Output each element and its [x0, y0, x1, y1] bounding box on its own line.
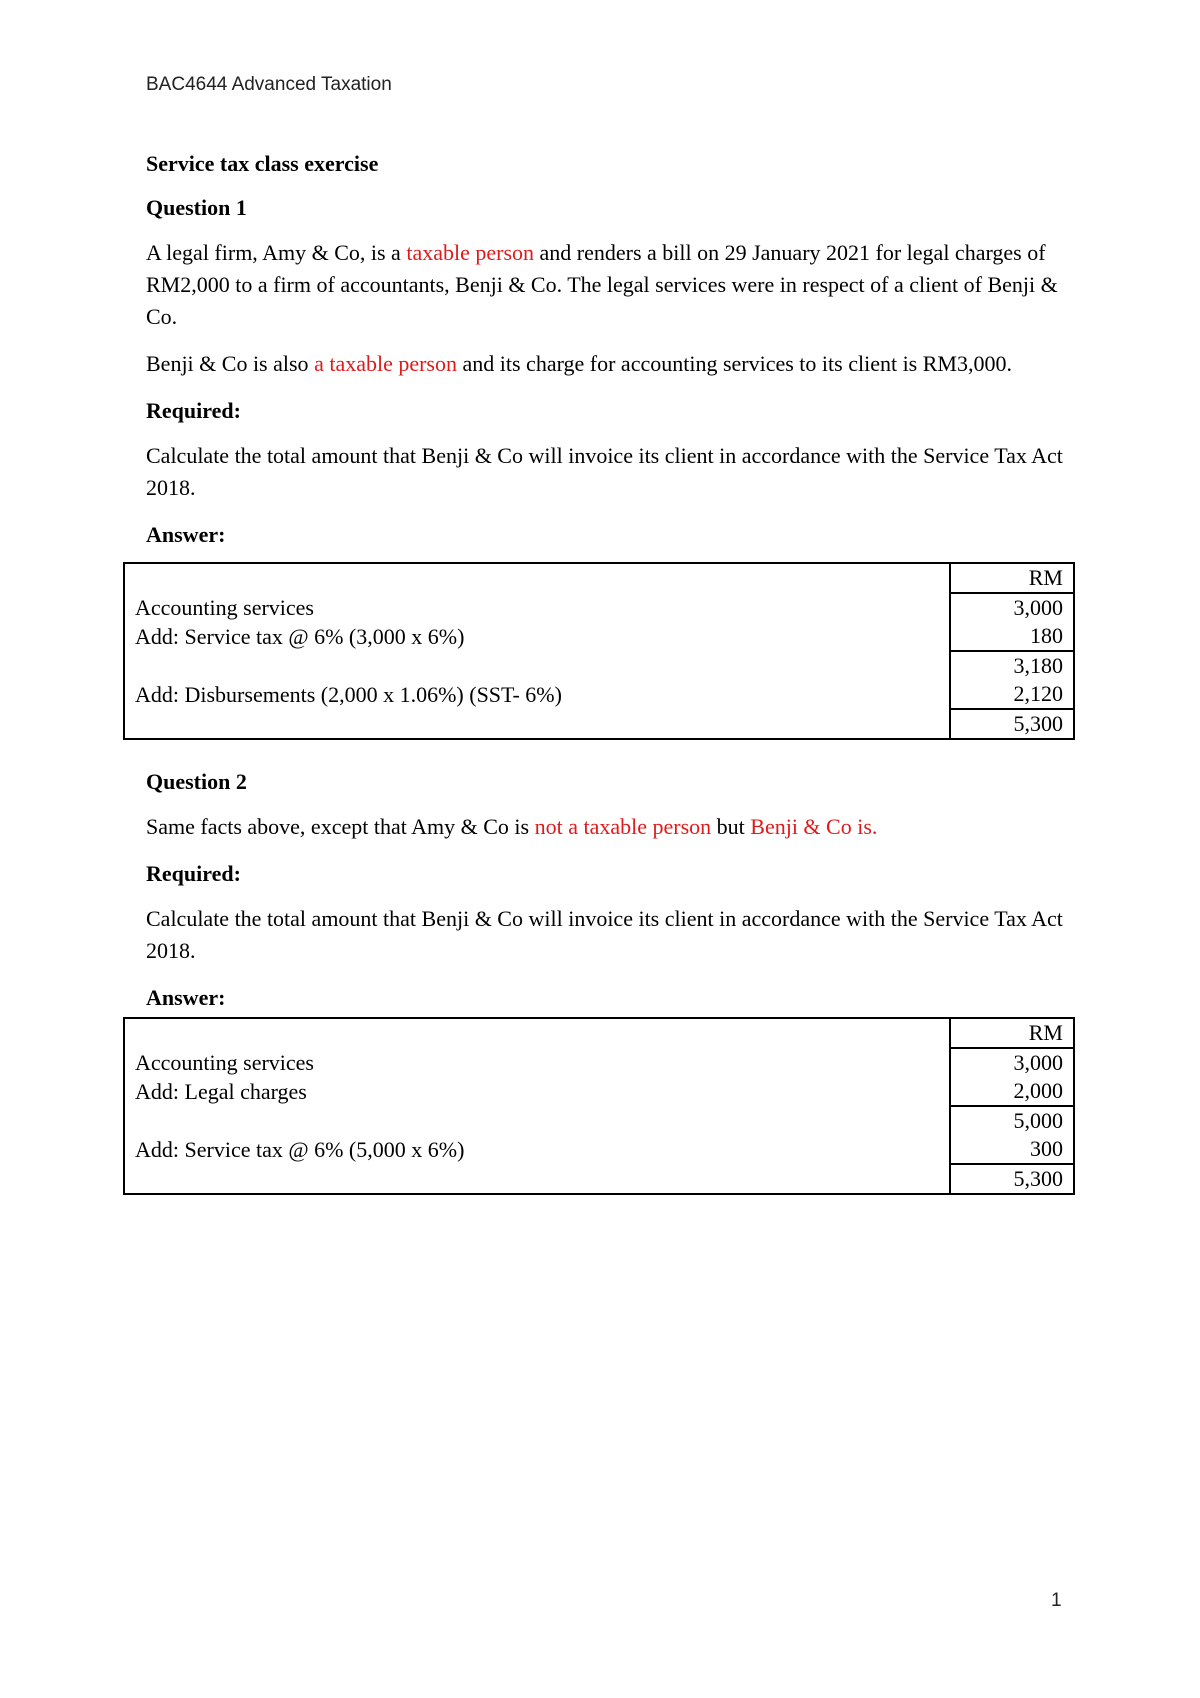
row-description: Accounting services: [124, 1048, 950, 1077]
row-amount: 3,000: [950, 1048, 1074, 1077]
table-row: [124, 680, 1074, 709]
answer-label: Answer:: [146, 985, 226, 1010]
row-amount: 2,000: [1013, 1078, 1063, 1103]
total-amount: 5,300: [950, 709, 1074, 739]
page-header: BAC4644 Advanced Taxation: [146, 74, 392, 95]
table-row: [124, 1164, 1074, 1194]
row-description: [124, 1106, 950, 1135]
subtotal-amount: 5,000: [950, 1106, 1074, 1135]
table-row: [124, 593, 1074, 622]
table-row: [124, 1018, 1074, 1048]
table-row: [124, 563, 1074, 593]
row-description: [124, 709, 950, 739]
question-2-paragraph-1: [146, 811, 1076, 843]
required-label: Required:: [146, 398, 241, 423]
total-amount: 5,300: [950, 1164, 1074, 1194]
question-2-heading: Question 2: [146, 769, 247, 794]
table-row: [124, 1077, 1074, 1106]
text-run: and renders a bill on 29 January 2021 for legal charges of RM2,000 to a firm of accountants, Benji & Co. The legal services were in respect of a client of Benji & Co.: [146, 240, 1058, 329]
row-description: Add: Service tax @ 6% (3,000 x 6%): [124, 622, 950, 651]
row-amount: 2,120: [1013, 681, 1063, 706]
table-cell: [124, 563, 950, 593]
required-text: Calculate the total amount that Benji & Co will invoice its client in accordance with the Service Tax Act 2018.: [146, 443, 1063, 500]
table-row: [124, 1135, 1074, 1164]
required-label: Required:: [146, 861, 241, 886]
text-run: A legal firm, Amy & Co, is a: [146, 240, 407, 265]
highlight-text: not a taxable person: [534, 814, 712, 839]
table-row: [124, 709, 1074, 739]
answer-2-table: [123, 1017, 1075, 1195]
answer-label: Answer:: [146, 522, 226, 547]
question-1-paragraph-1: [146, 237, 1076, 333]
row-description: Add: Legal charges: [124, 1077, 950, 1106]
required-text: Calculate the total amount that Benji & Co will invoice its client in accordance with the Service Tax Act 2018.: [146, 906, 1063, 963]
highlight-text: taxable person: [406, 240, 534, 265]
text-run: but: [711, 814, 751, 839]
highlight-text: Benji & Co is.: [750, 814, 878, 839]
currency-header: RM: [1028, 565, 1063, 590]
row-description: Add: Service tax @ 6% (5,000 x 6%): [124, 1135, 950, 1164]
row-description: [124, 1164, 950, 1194]
answer-1-table: [123, 562, 1075, 740]
text-run: and its charge for accounting services to its client is RM3,000.: [457, 351, 1012, 376]
table-row: [124, 1048, 1074, 1077]
row-description: Add: Disbursements (2,000 x 1.06%) (SST- 6%): [124, 680, 950, 709]
currency-header: RM: [1028, 1020, 1063, 1045]
text-run: Same facts above, except that Amy & Co is: [146, 814, 535, 839]
row-amount: 300: [1030, 1136, 1063, 1161]
exercise-title: Service tax class exercise: [146, 151, 379, 176]
table-row: [124, 622, 1074, 651]
question-1-paragraph-2: [146, 348, 1076, 380]
row-description: [124, 651, 950, 680]
text-run: Benji & Co is also: [146, 351, 315, 376]
table-row: [124, 1106, 1074, 1135]
row-description: Accounting services: [124, 593, 950, 622]
document-body: [146, 148, 1076, 551]
page-number: 1: [1051, 1590, 1062, 1611]
row-amount: 3,000: [950, 593, 1074, 622]
question-2-section: [146, 766, 1076, 1014]
table-cell: [124, 1018, 950, 1048]
question-1-heading: Question 1: [146, 195, 247, 220]
row-amount: 180: [1030, 623, 1063, 648]
highlight-text: a taxable person: [314, 351, 457, 376]
table-row: [124, 651, 1074, 680]
subtotal-amount: 3,180: [950, 651, 1074, 680]
